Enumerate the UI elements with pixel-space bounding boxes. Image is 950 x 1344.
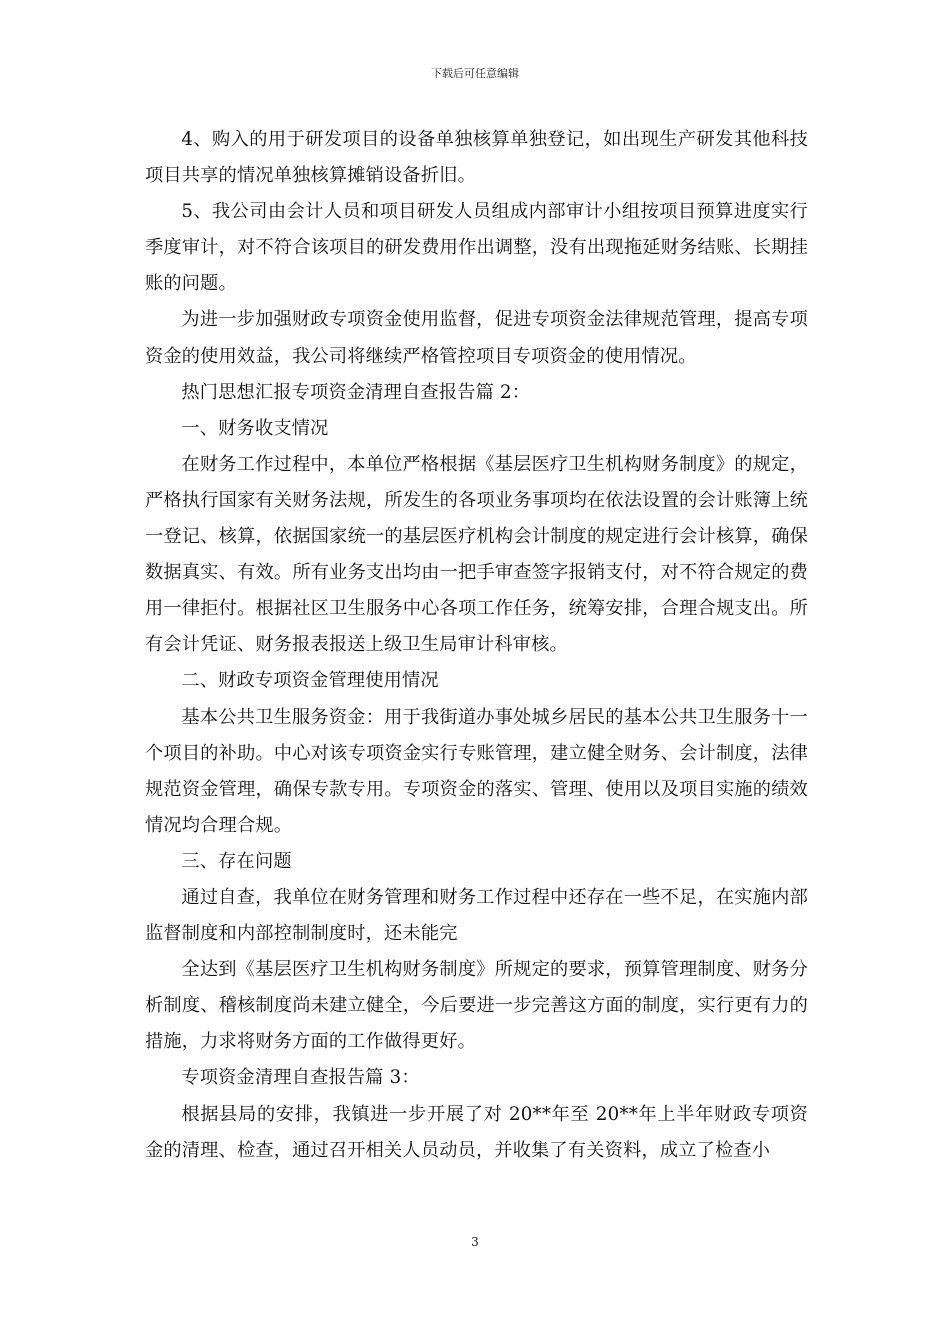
paragraph: 全达到《基层医疗卫生机构财务制度》所规定的要求，预算管理制度、财务分析制度、稽核制度尚未建立健全，今后要进一步完善这方面的制度，实行更有力的措施，力求将财务方面的工作做得更好。 [145, 959, 808, 1053]
page-number: 3 [471, 1235, 479, 1249]
section-heading: 二、财政专项资金管理使用情况 [181, 670, 439, 692]
paragraph: 为进一步加强财政专项资金使用监督，促进专项资金法律规范管理，提高专项资金的使用效益，我公司将继续严格管控项目专项资金的使用情况。 [145, 309, 808, 367]
paragraph: 5、我公司由会计人员和项目研发人员组成内部审计小组按项目预算进度实行季度审计，对不符合该项目的研发费用作出调整，没有出现拖延财务结账、长期挂账的问题。 [145, 201, 808, 295]
paragraph: 4、购入的用于研发项目的设备单独核算单独登记，如出现生产研发其他科技项目共享的情况单独核算摊销设备折旧。 [145, 129, 808, 187]
paragraph: 在财务工作过程中，本单位严格根据《基层医疗卫生机构财务制度》的规定，严格执行国家有关财务法规，所发生的各项业务事项均在依法设置的会计账簿上统一登记、核算，依据国家统一的基层医疗机构会计制度的规定进行会计核算，确保数据真实、有效。所有业务支出均由一把手审查签字报销支付，对不符合规定的费用一律拒付。根据社区卫生服务中心各项工作任务，统筹安排，合理合规支出。所有会计凭证、财务报表报送上级卫生局审计科审核。 [145, 453, 808, 656]
section-heading: 三、存在问题 [181, 850, 292, 872]
section-heading: 专项资金清理自查报告篇 3： [181, 1067, 420, 1089]
paragraph: 通过自查，我单位在财务管理和财务工作过程中还存在一些不足，在实施内部监督制度和内部控制制度时，还未能完 [145, 886, 808, 945]
page-header-note: 下载后可任意编辑 [431, 67, 519, 80]
paragraph: 根据县局的安排，我镇进一步开展了对 20**年至 20**年上半年财政专项资金的清理、检查，通过召开相关人员动员，并收集了有关资料，成立了检查小 [145, 1103, 808, 1161]
section-heading: 一、财务收支情况 [181, 417, 329, 439]
section-heading: 热门思想汇报专项资金清理自查报告篇 2： [181, 381, 531, 403]
paragraph: 基本公共卫生服务资金：用于我街道办事处城乡居民的基本公共卫生服务十一个项目的补助。中心对该专项资金实行专账管理，建立健全财务、会计制度，法律规范资金管理，确保专款专用。专项资金的落实、管理、使用以及项目实施的绩效情况均合理合规。 [145, 706, 808, 836]
document-body [145, 122, 808, 1169]
